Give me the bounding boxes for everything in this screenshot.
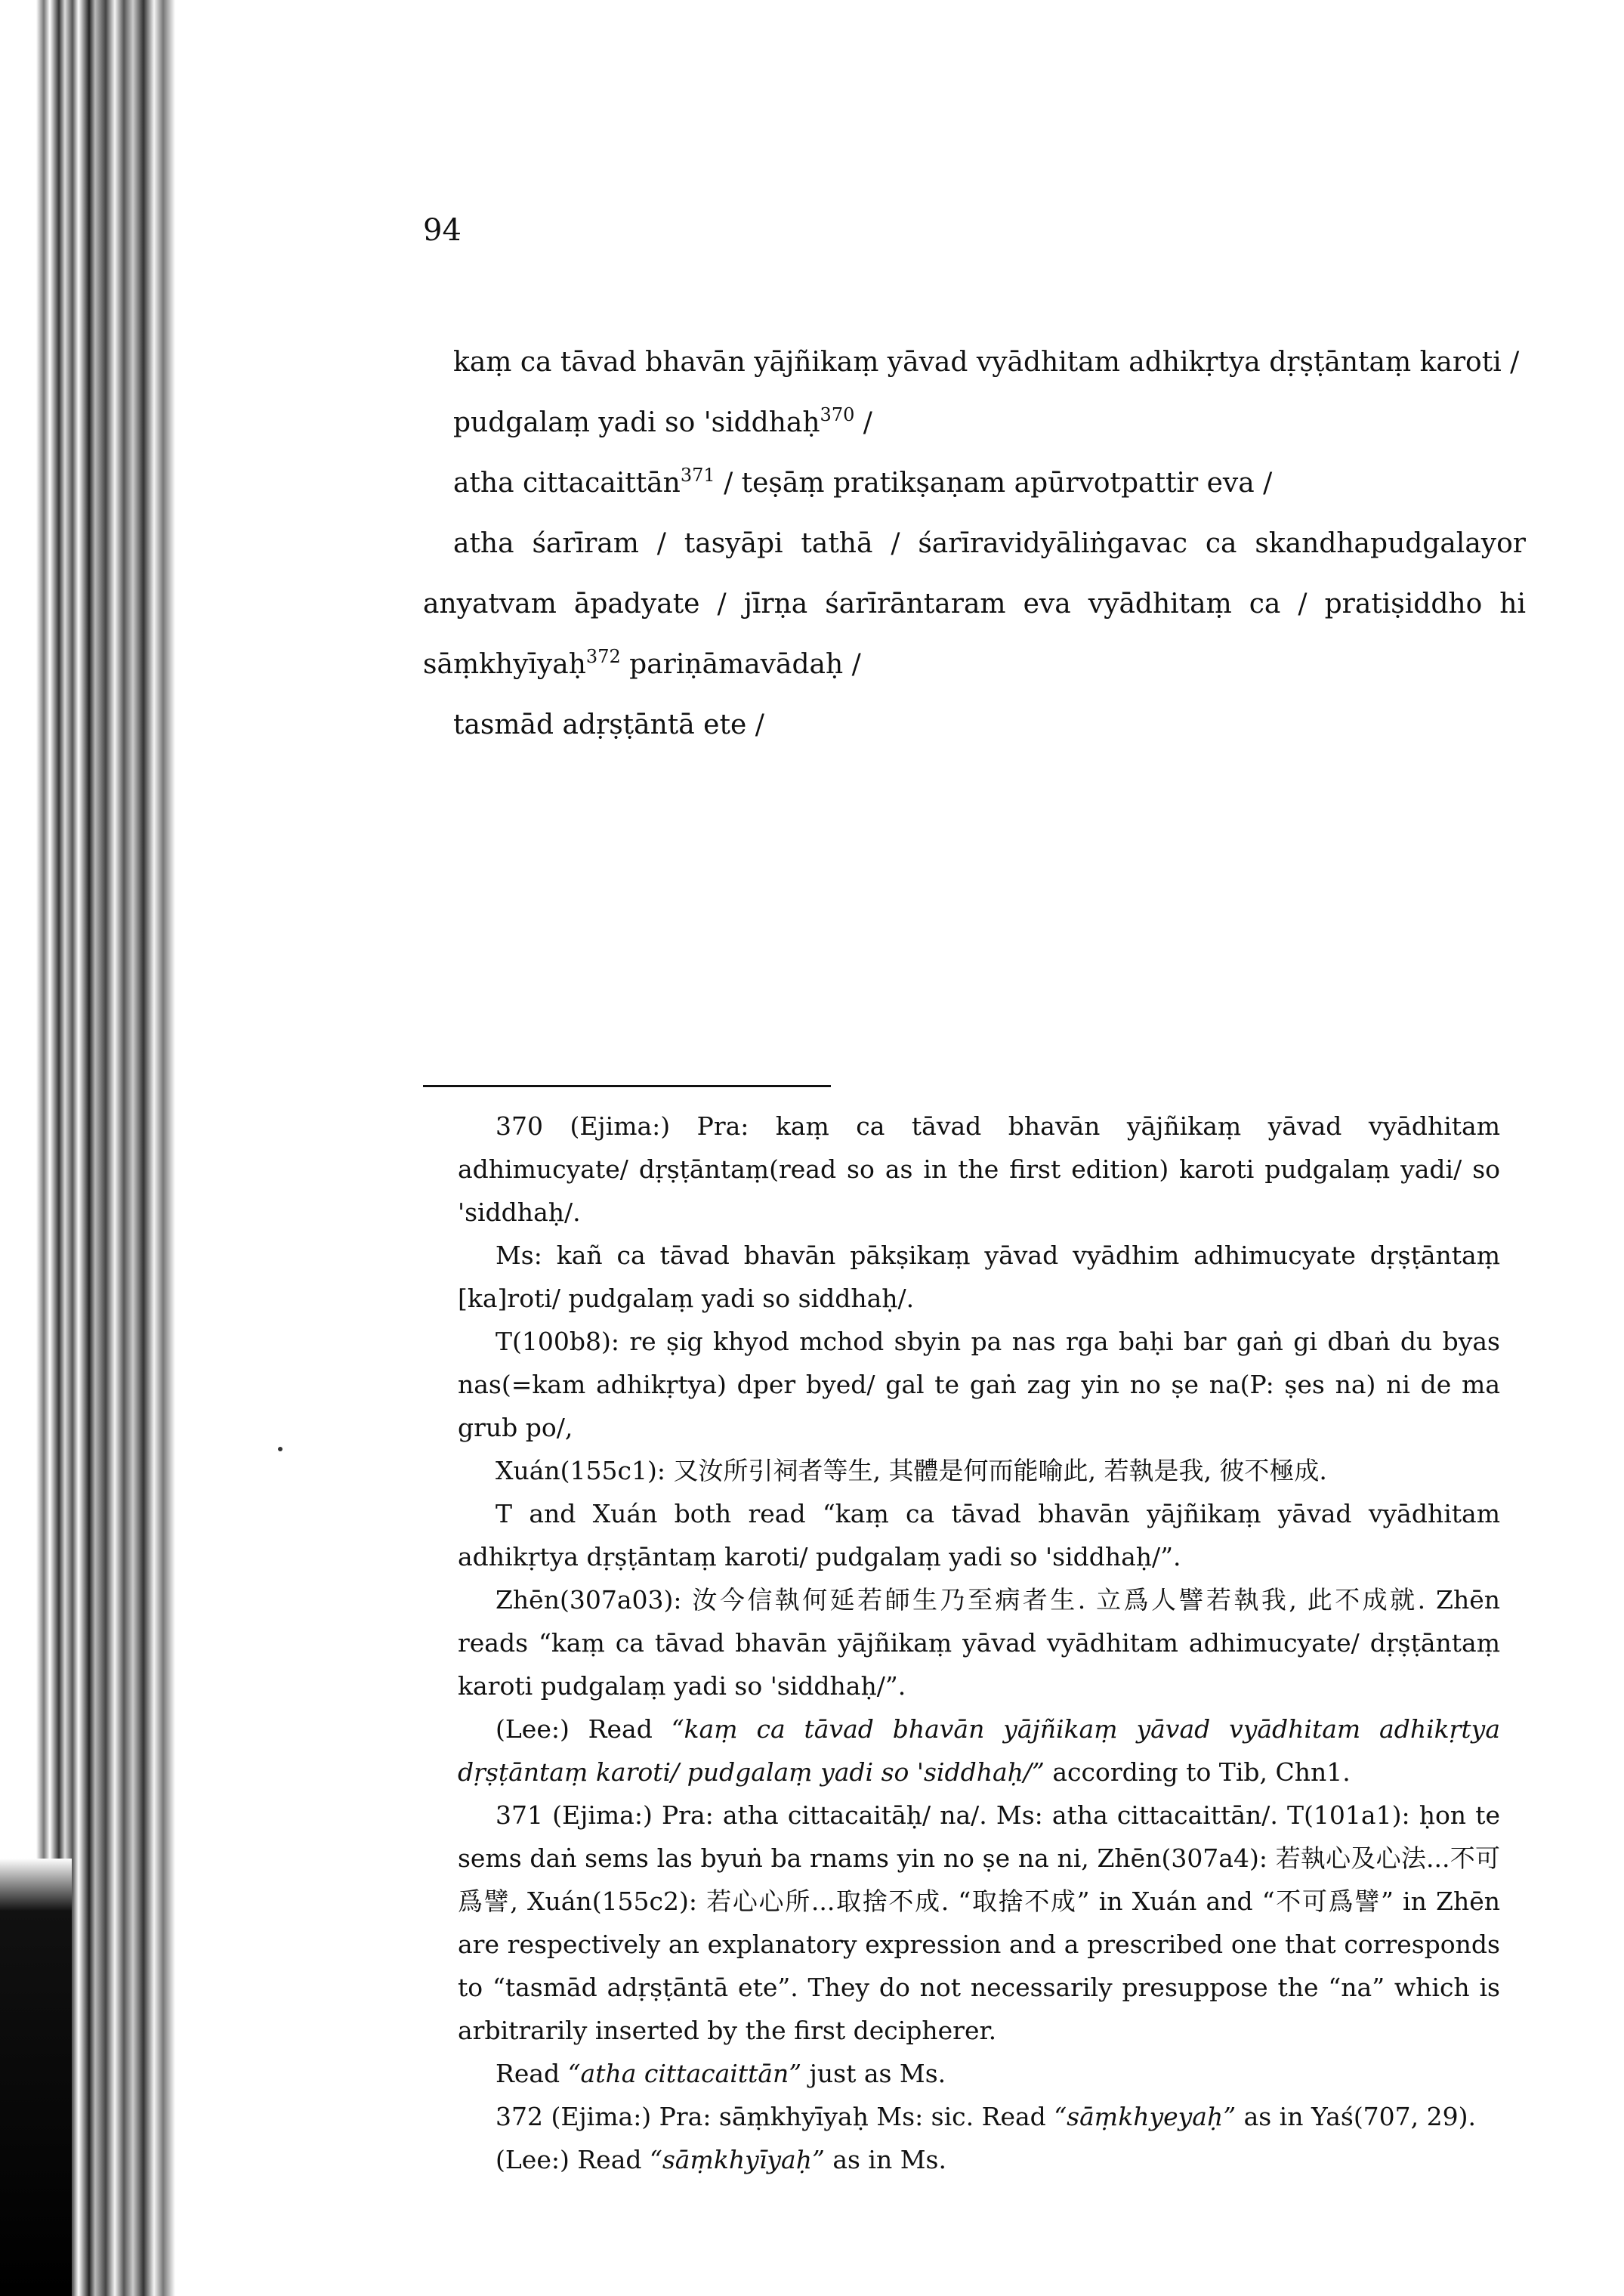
- footnotes: [458, 1105, 1500, 2181]
- main-line-2: pudgalaṃ yadi so 'siddhaḥ$^{370}$ /: [453, 404, 872, 438]
- main-line-3: atha cittacaittān$^{371}$ / teṣāṃ pratikṣaṇam apūrvotpattir eva /: [453, 465, 1273, 499]
- footnote-372-lee: (Lee:) Read “sāṃkhyīyaḥ” as in Ms.: [496, 2145, 946, 2174]
- page-number: 94: [423, 213, 462, 248]
- main-line-5: tasmād adṛṣṭāntā ete /: [453, 709, 764, 740]
- stray-mark: [278, 1447, 283, 1451]
- footnote-370-xuan: Xuán(155c1): 又汝所引祠者等生, 其體是何而能喻此, 若執是我, 彼不極成.: [496, 1456, 1327, 1485]
- book-spine-dark-corner: [0, 1859, 72, 2296]
- main-line-1: kaṃ ca tāvad bhavān yājñikaṃ yāvad vyādhitam adhikṛtya dṛṣṭāntaṃ karoti /: [453, 347, 1520, 378]
- footnote-372: 372 (Ejima:) Pra: sāṃkhyīyaḥ Ms: sic. Read “sāṃkhyeyaḥ” as in Yaś(707, 29).: [496, 2102, 1477, 2131]
- main-paragraph-4: atha śarīram / tasyāpi tathā / śarīravidyāliṅgavac ca skandhapudgalayor anyatvam āpadyate / jīrṇa śarīrāntaram eva vyādhitaṃ ca / pratiṣiddho hi sāṃkhyīyaḥ$^{372}$ pariṇāmavādaḥ /: [423, 528, 1526, 680]
- main-text: [423, 332, 1526, 756]
- footnote-ref-370[interactable]: 370: [820, 404, 855, 425]
- footnote-separator: [423, 1085, 831, 1087]
- footnote-370-ms: Ms: kañ ca tāvad bhavān pākṣikaṃ yāvad vyādhim adhimucyate dṛṣṭāntaṃ [ka]roti/ pudgalaṃ yadi so siddhaḥ/.: [458, 1241, 1500, 1313]
- footnote-370-zhen: Zhēn(307a03): 汝今信執何延若師生乃至病者生. 立爲人譬若執我, 此不成就. Zhēn reads “kaṃ ca tāvad bhavān yājñikaṃ yāvad vyādhitam adhimucyate/ dṛṣṭāntaṃ karoti pudgalaṃ yadi so 'siddhaḥ/”.: [458, 1585, 1500, 1701]
- footnote-370-tib: T(100b8): re ṣig khyod mchod sbyin pa nas rga baḥi bar gaṅ gi dbaṅ du byas nas(=kam adhikṛtya) dper byed/ gal te gaṅ zag yin no ṣe na(P: ṣes na) ni de ma grub po/,: [458, 1327, 1500, 1442]
- footnote-ref-372[interactable]: 372: [585, 646, 621, 667]
- footnote-371: 371 (Ejima:) Pra: atha cittacaitāḥ/ na/. Ms: atha cittacaittān/. T(101a1): ḥon te sems daṅ sems las byuṅ ba rnams yin no ṣe na ni, Zhēn(307a4): 若執心及心法...不可爲譬, Xuán(155c2): 若心心所...取捨不成. “取捨不成” in Xuán and “不可爲譬” in Zhēn are respectively an explanatory expression and a prescribed one that corresponds to “tasmād adṛṣṭāntā ete”. They do not necessarily presuppose the “na” which is arbitrarily inserted by the first decipherer.: [458, 1800, 1500, 2045]
- footnote-ref-371[interactable]: 371: [680, 465, 715, 486]
- footnote-371-read: Read “atha cittacaittān” just as Ms.: [496, 2059, 946, 2088]
- footnote-370-lee: (Lee:) Read “kaṃ ca tāvad bhavān yājñikaṃ yāvad vyādhitam adhikṛtya dṛṣṭāntaṃ karoti/ pudgalaṃ yadi so 'siddhaḥ/” according to Tib, Chn1.: [458, 1714, 1500, 1787]
- footnote-370: 370 (Ejima:) Pra: kaṃ ca tāvad bhavān yājñikaṃ yāvad vyādhitam adhimucyate/ dṛṣṭāntaṃ(read so as in the first edition) karoti pudgalaṃ yadi/ so 'siddhaḥ/.: [458, 1111, 1500, 1227]
- footnote-370-t-xuan: T and Xuán both read “kaṃ ca tāvad bhavān yājñikaṃ yāvad vyādhitam adhikṛtya dṛṣṭāntaṃ karoti/ pudgalaṃ yadi so 'siddhaḥ/”.: [458, 1499, 1500, 1571]
